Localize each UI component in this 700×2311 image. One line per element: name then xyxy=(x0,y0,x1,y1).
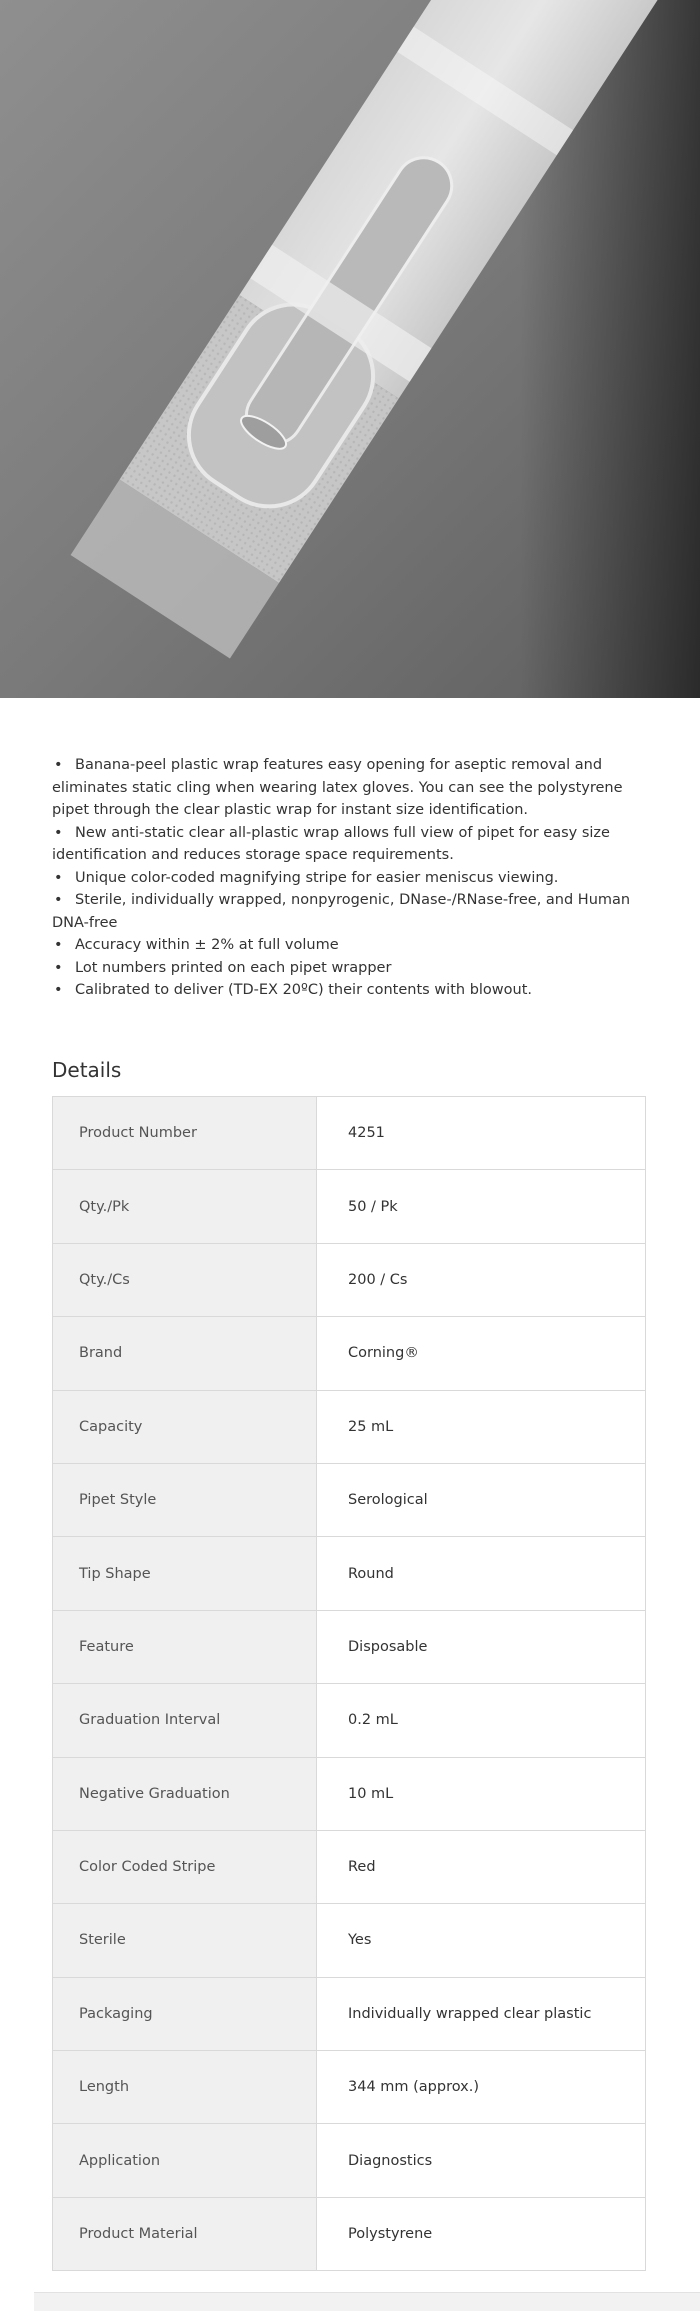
spec-label: Capacity xyxy=(53,1390,317,1463)
bullet-icon: • xyxy=(54,824,63,841)
feature-text: New anti-static clear all-plastic wrap allows full view of pipet for easy size identification and reduces storage space requirements. xyxy=(52,824,610,863)
spec-label: Length xyxy=(53,2051,317,2124)
feature-item xyxy=(52,754,652,822)
feature-item xyxy=(52,822,652,867)
table-row xyxy=(53,1684,646,1757)
spec-label: Tip Shape xyxy=(53,1537,317,1610)
table-row xyxy=(53,1390,646,1463)
spec-value: Serological xyxy=(317,1463,646,1536)
feature-text: Lot numbers printed on each pipet wrapper xyxy=(75,959,392,976)
spec-value: Yes xyxy=(317,1904,646,1977)
spec-label: Color Coded Stripe xyxy=(53,1830,317,1903)
spec-value: Diagnostics xyxy=(317,2124,646,2197)
bullet-icon: • xyxy=(54,869,63,886)
table-row xyxy=(53,1243,646,1316)
spec-value: 10 mL xyxy=(317,1757,646,1830)
spec-label: Brand xyxy=(53,1317,317,1390)
spec-value: 4251 xyxy=(317,1097,646,1170)
bullet-icon: • xyxy=(54,757,63,773)
feature-item xyxy=(52,979,652,1002)
table-row xyxy=(53,1097,646,1170)
table-row xyxy=(53,2197,646,2270)
feature-item xyxy=(52,867,652,890)
spec-label: Sterile xyxy=(53,1904,317,1977)
spec-label: Qty./Pk xyxy=(53,1170,317,1243)
feature-item xyxy=(52,957,652,980)
footer-band xyxy=(34,2292,700,2311)
feature-text: Banana-peel plastic wrap features easy opening for aseptic removal and eliminates static cling when wearing latex gloves. You can see the polystyrene pipet through the clear plastic wrap for instant size identification. xyxy=(52,757,623,818)
bullet-icon: • xyxy=(54,959,63,976)
spec-label: Packaging xyxy=(53,1977,317,2050)
spec-value: 0.2 mL xyxy=(317,1684,646,1757)
bullet-icon: • xyxy=(54,892,63,908)
table-row xyxy=(53,2051,646,2124)
table-row xyxy=(53,1610,646,1683)
table-row xyxy=(53,1463,646,1536)
spec-label: Qty./Cs xyxy=(53,1243,317,1316)
table-row xyxy=(53,1170,646,1243)
spec-value: Individually wrapped clear plastic xyxy=(317,1977,646,2050)
feature-text: Unique color-coded magnifying stripe for easier meniscus viewing. xyxy=(75,869,559,886)
details-table xyxy=(52,1096,646,2271)
table-row xyxy=(53,1904,646,1977)
feature-list xyxy=(52,754,652,1002)
table-row xyxy=(53,1977,646,2050)
spec-label: Pipet Style xyxy=(53,1463,317,1536)
table-row xyxy=(53,1537,646,1610)
spec-value: Corning® xyxy=(317,1317,646,1390)
product-image xyxy=(0,0,700,698)
table-row xyxy=(53,1830,646,1903)
spec-value: 25 mL xyxy=(317,1390,646,1463)
feature-text: Sterile, individually wrapped, nonpyrogenic, DNase-/RNase-free, and Human DNA-free xyxy=(52,892,631,931)
spec-value: 344 mm (approx.) xyxy=(317,2051,646,2124)
bullet-icon: • xyxy=(54,982,63,998)
spec-value: Round xyxy=(317,1537,646,1610)
spec-label: Application xyxy=(53,2124,317,2197)
feature-text: Accuracy within ± 2% at full volume xyxy=(75,937,339,953)
table-row xyxy=(53,1757,646,1830)
spec-value: Polystyrene xyxy=(317,2197,646,2270)
spec-label: Graduation Interval xyxy=(53,1684,317,1757)
spec-value: Red xyxy=(317,1830,646,1903)
table-row xyxy=(53,2124,646,2197)
feature-item xyxy=(52,934,652,957)
bullet-icon: • xyxy=(54,937,63,953)
details-heading: Details xyxy=(52,1058,122,1082)
feature-item xyxy=(52,889,652,934)
spec-label: Feature xyxy=(53,1610,317,1683)
spec-value: 50 / Pk xyxy=(317,1170,646,1243)
spec-label: Negative Graduation xyxy=(53,1757,317,1830)
spec-label: Product Material xyxy=(53,2197,317,2270)
spec-label: Product Number xyxy=(53,1097,317,1170)
spec-value: Disposable xyxy=(317,1610,646,1683)
spec-value: 200 / Cs xyxy=(317,1243,646,1316)
pipet-wrap-illustration xyxy=(0,0,700,698)
feature-text: Calibrated to deliver (TD-EX 20ºC) their contents with blowout. xyxy=(75,982,533,998)
table-row xyxy=(53,1317,646,1390)
